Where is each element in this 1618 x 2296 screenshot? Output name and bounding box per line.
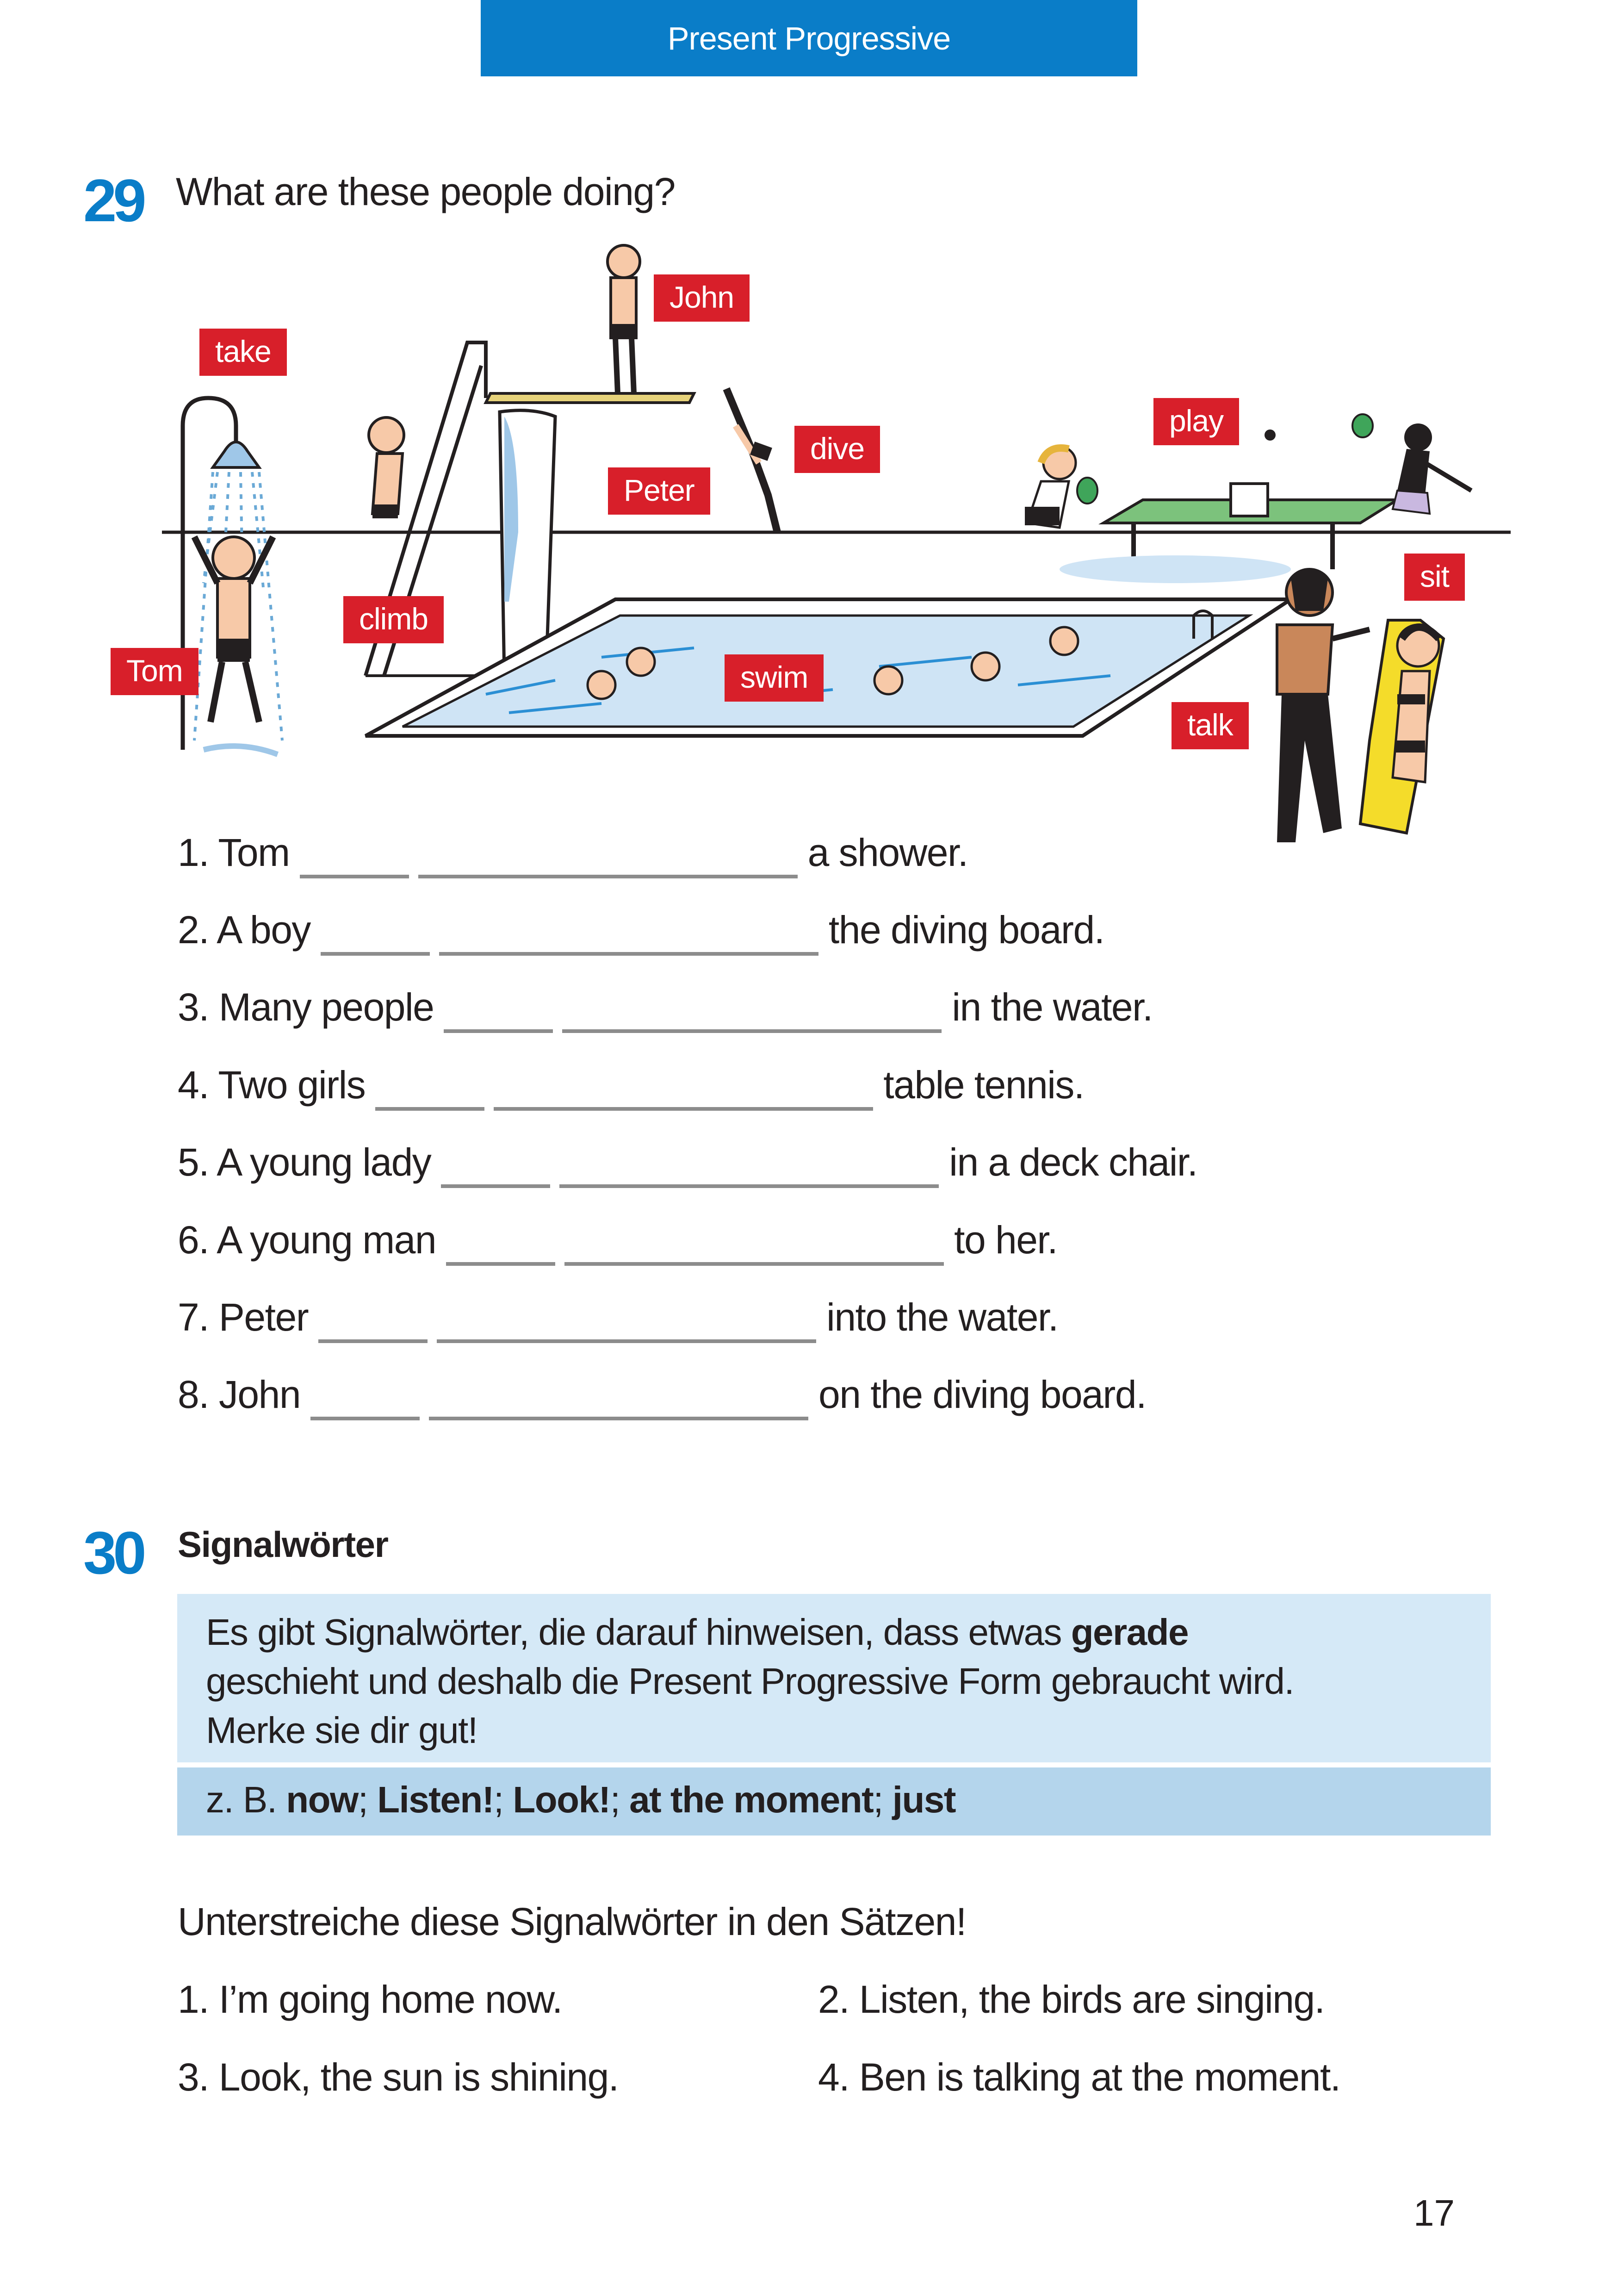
sentence-prefix: 6. A young man xyxy=(178,1218,436,1262)
answer-blank-verb[interactable] xyxy=(439,952,818,956)
label-take: take xyxy=(199,329,287,376)
signal-word: Listen! xyxy=(377,1779,494,1820)
sentence-suffix: on the diving board. xyxy=(818,1373,1146,1416)
answer-blank-verb[interactable] xyxy=(429,1417,808,1420)
answer-blank-auxiliary[interactable] xyxy=(321,952,430,956)
exercise-29-sentence-7 xyxy=(178,1295,1058,1339)
exercise-29-sentence-3 xyxy=(178,985,1153,1029)
info-box xyxy=(177,1594,1491,1762)
exercise-29-sentence-6 xyxy=(178,1218,1058,1262)
pool-illustration xyxy=(0,0,1618,879)
label-swim: swim xyxy=(725,654,824,702)
sentence-suffix: in the water. xyxy=(952,985,1153,1029)
separator: ; xyxy=(873,1779,893,1820)
signal-word: at the moment xyxy=(629,1779,874,1820)
exercise-30-sentence-3[interactable]: 3. Look, the sun is shining. xyxy=(178,2055,619,2099)
answer-blank-verb[interactable] xyxy=(564,1262,944,1266)
sentence-prefix: 5. A young lady xyxy=(178,1140,431,1184)
exercise-number-30: 30 xyxy=(83,1519,143,1587)
label-climb: climb xyxy=(343,596,444,643)
answer-blank-auxiliary[interactable] xyxy=(300,875,409,878)
sentence-suffix: table tennis. xyxy=(883,1063,1084,1107)
label-tom: Tom xyxy=(111,648,198,695)
separator: ; xyxy=(610,1779,630,1820)
exercise-30-sentence-2[interactable]: 2. Listen, the birds are singing. xyxy=(818,1978,1325,2021)
label-sit: sit xyxy=(1404,554,1465,601)
exercise-number-29: 29 xyxy=(83,167,143,234)
info-emphasis: gerade xyxy=(1071,1612,1189,1653)
sentence-suffix: a shower. xyxy=(807,831,968,874)
exercise-29-sentence-4 xyxy=(178,1063,1084,1107)
label-john: John xyxy=(654,274,750,322)
sentence-prefix: 8. John xyxy=(178,1373,301,1416)
sentence-suffix: in a deck chair. xyxy=(949,1140,1197,1184)
separator: ; xyxy=(493,1779,513,1820)
answer-blank-auxiliary[interactable] xyxy=(318,1339,428,1343)
answer-blank-verb[interactable] xyxy=(559,1184,939,1188)
examples-prefix: z. B. xyxy=(206,1779,286,1820)
sentence-prefix: 2. A boy xyxy=(178,908,310,952)
info-box-text xyxy=(206,1608,1483,1755)
exercise-29-sentence-5 xyxy=(178,1140,1197,1184)
answer-blank-auxiliary[interactable] xyxy=(444,1029,553,1033)
sentence-suffix: to her. xyxy=(954,1218,1058,1262)
sentence-suffix: into the water. xyxy=(826,1295,1058,1339)
label-talk: talk xyxy=(1172,702,1249,749)
exercise-29-sentence-2 xyxy=(178,908,1104,952)
section-title: Present Progressive xyxy=(667,20,951,56)
info-line-3: Merke sie dir gut! xyxy=(206,1710,477,1751)
exercise-30-sentence-4[interactable]: 4. Ben is talking at the moment. xyxy=(818,2055,1340,2099)
exercise-30-sentence-1[interactable]: 1. I’m going home now. xyxy=(178,1978,562,2021)
info-line-2: geschieht und deshalb die Present Progressive Form gebraucht wird. xyxy=(206,1661,1294,1702)
label-play: play xyxy=(1153,398,1239,445)
sentence-prefix: 3. Many people xyxy=(178,985,434,1029)
answer-blank-verb[interactable] xyxy=(494,1107,873,1111)
signal-word: Look! xyxy=(513,1779,610,1820)
label-dive: dive xyxy=(794,426,880,473)
sentence-prefix: 4. Two girls xyxy=(178,1063,366,1107)
signal-words-box xyxy=(177,1767,1491,1836)
separator: ; xyxy=(358,1779,378,1820)
answer-blank-verb[interactable] xyxy=(418,875,798,878)
label-peter: Peter xyxy=(608,467,710,515)
sentence-prefix: 7. Peter xyxy=(178,1295,309,1339)
answer-blank-verb[interactable] xyxy=(437,1339,816,1343)
info-line-1: Es gibt Signalwörter, die darauf hinweisen, dass etwas xyxy=(206,1612,1071,1653)
answer-blank-auxiliary[interactable] xyxy=(310,1417,420,1420)
signal-word: just xyxy=(892,1779,955,1820)
answer-blank-auxiliary[interactable] xyxy=(446,1262,555,1266)
exercise-29-sentence-1 xyxy=(178,833,968,872)
exercise-30-title: Signalwörter xyxy=(178,1524,388,1565)
exercise-29-question: What are these people doing? xyxy=(176,170,675,213)
answer-blank-auxiliary[interactable] xyxy=(375,1107,484,1111)
deck-chair-scene-icon xyxy=(1277,569,1444,842)
page-number: 17 xyxy=(1413,2192,1455,2234)
exercise-29-sentence-8 xyxy=(178,1375,1146,1414)
signal-words-list xyxy=(206,1781,955,1818)
exercise-30-instruction: Unterstreiche diese Signalwörter in den Sätzen! xyxy=(178,1900,966,1943)
sentence-prefix: 1. Tom xyxy=(178,831,290,874)
answer-blank-auxiliary[interactable] xyxy=(441,1184,550,1188)
sentence-suffix: the diving board. xyxy=(828,908,1104,952)
answer-blank-verb[interactable] xyxy=(562,1029,942,1033)
signal-word: now xyxy=(286,1779,358,1820)
shower-icon xyxy=(183,398,282,754)
